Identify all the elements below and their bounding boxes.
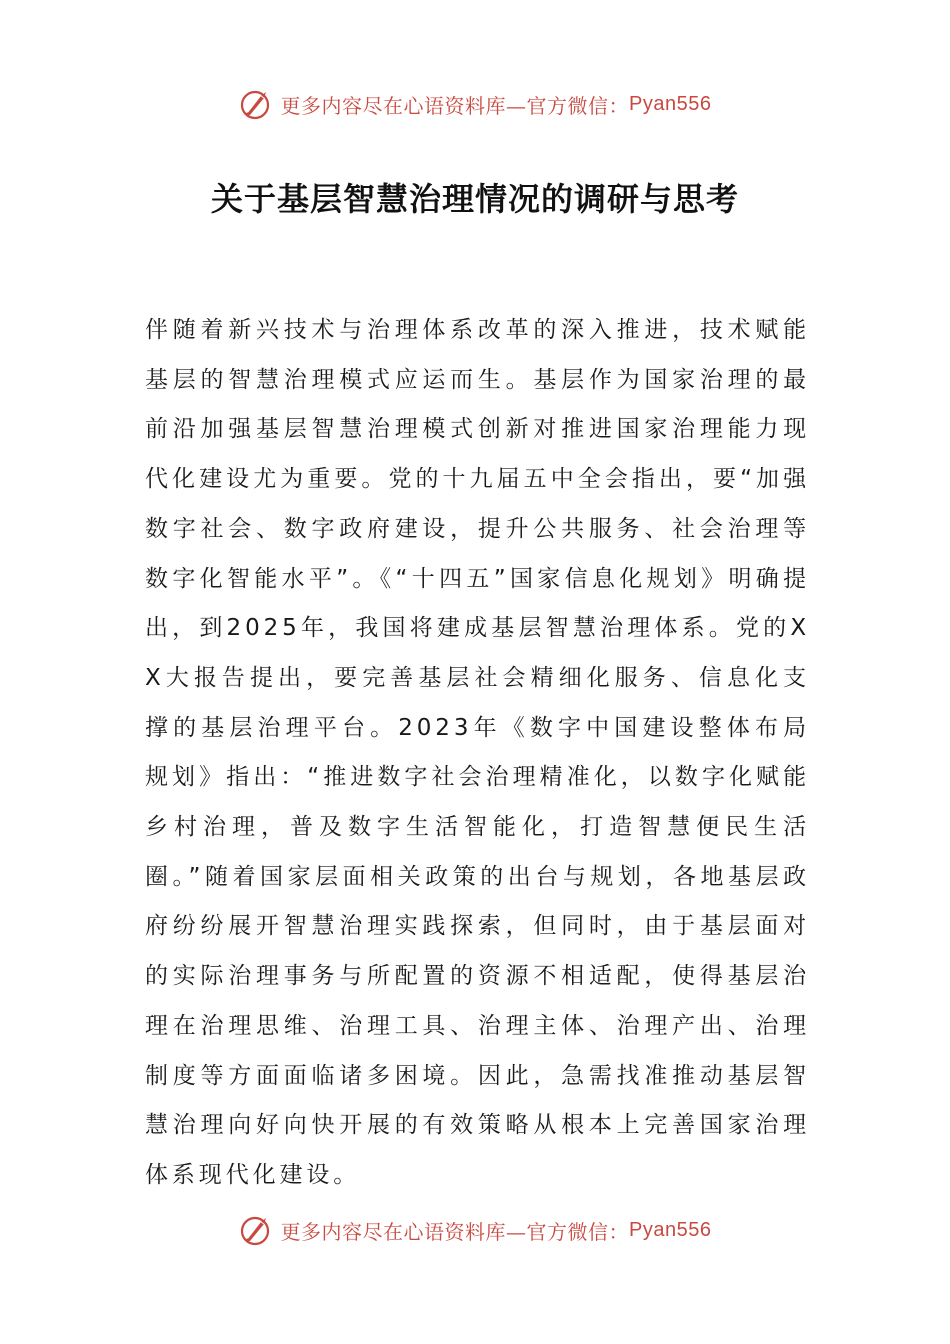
watermark-handle: Pyan556 [629, 92, 712, 115]
watermark-text: 更多内容尽在心语资料库—官方微信： [280, 93, 630, 118]
watermark-text: 更多内容尽在心语资料库—官方微信： [280, 1219, 630, 1244]
watermark-handle: Pyan556 [629, 1218, 712, 1241]
footer-watermark [0, 1210, 950, 1250]
header-watermark [0, 84, 950, 124]
body-paragraph: 伴随着新兴技术与治理体系改革的深入推进，技术赋能基层的智慧治理模式应运而生。基层作为国家治理的最前沿加强基层智慧治理模式创新对推进国家治理能力现代化建设尤为重要。党的十九届五中全会指出，要“加强数字社会、数字政府建设，提升公共服务、社会治理等数字化智能水平”。《“十四五”国家信息化规划》明确提出，到2025年，我国将建成基层智慧治理体系。党的XX大报告提出，要完善基层社会精细化服务、信息化支撑的基层治理平台。2023年《数字中国建设整体布局规划》指出：“推进数字社会治理精准化，以数字化赋能乡村治理，普及数字生活智能化，打造智慧便民生活圈。”随着国家层面相关政策的出台与规划，各地基层政府纷纷展开智慧治理实践探索，但同时，由于基层面对的实际治理事务与所配置的资源不相适配，使得基层治理在治理思维、治理工具、治理主体、治理产出、治理制度等方面面临诸多困境。因此，急需找准推动基层智慧治理向好向快开展的有效策略从根本上完善国家治理体系现代化建设。 [145, 317, 810, 1188]
pen-nib-circle-icon [239, 1213, 275, 1247]
pen-nib-circle-icon [239, 87, 275, 121]
document-title: 关于基层智慧治理情况的调研与思考 [210, 180, 739, 218]
